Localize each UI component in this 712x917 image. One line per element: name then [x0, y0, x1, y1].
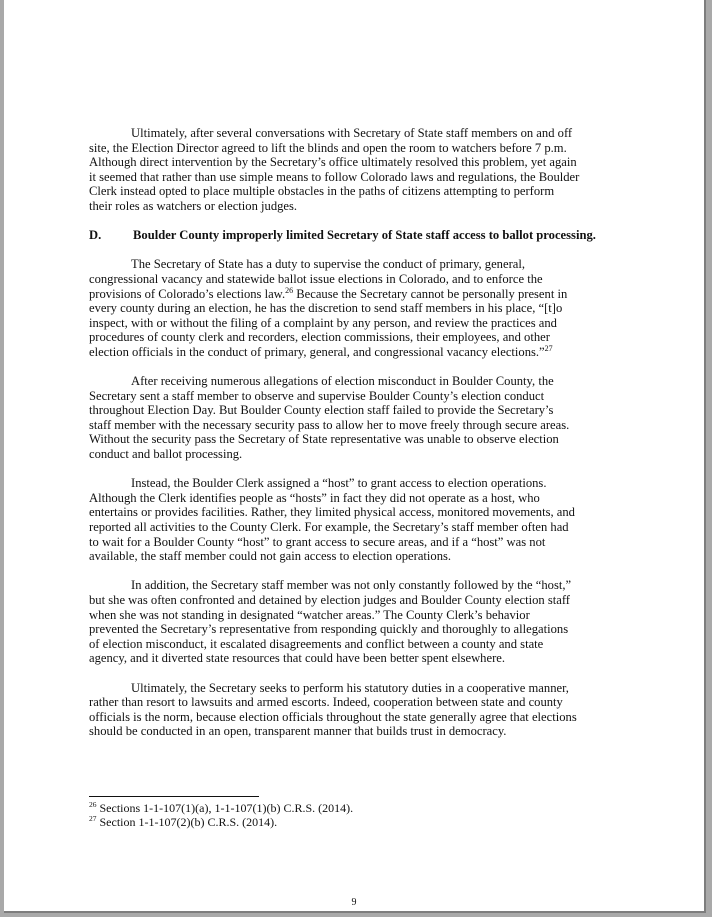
body-text [89, 126, 626, 754]
text-line: rather than resort to lawsuits and armed escorts. Indeed, cooperation between state and county [89, 695, 563, 710]
paragraph-detained [89, 578, 626, 666]
text-line: Clerk instead opted to place multiple obstacles in the paths of citizens attempting to perform [89, 184, 555, 199]
text-line: their roles as watchers or election judges. [89, 198, 298, 213]
paragraph-host [89, 476, 626, 564]
text-line: Without the security pass the Secretary of State representative was unable to observe election [89, 432, 559, 447]
text-line: prevented the Secretary’s representative from responding quickly and thoroughly to allegations [89, 622, 569, 637]
footnote-divider [89, 796, 259, 797]
footnote-text: Sections 1-1-107(1)(a), 1-1-107(1)(b) C.R.S. (2014). [96, 801, 354, 815]
text-line: After receiving numerous allegations of election misconduct in Boulder County, the [131, 374, 554, 389]
text-line: but she was often confronted and detained by election judges and Boulder County election staff [89, 593, 570, 607]
text-line: of election misconduct, it escalated disagreements and conflict between a county and state [89, 636, 544, 651]
document-page [4, 0, 706, 913]
page-number: 9 [351, 897, 357, 908]
text-line: procedures of county clerk and recorders, election commissions, their employees, and other [89, 330, 550, 345]
text-line [89, 287, 626, 302]
text-line: Secretary sent a staff member to observe and supervise Boulder County’s election conduct [89, 388, 545, 403]
section-title: Boulder County improperly limited Secretary of State staff access to ballot processing. [133, 228, 596, 243]
text-line: staff member with the necessary security pass to allow her to move freely through secure areas. [89, 417, 570, 432]
text-line: Ultimately, after several conversations with Secretary of State staff members on and off [131, 126, 573, 140]
paragraph-security-pass [89, 374, 626, 462]
text-line: Although direct intervention by the Secretary’s office ultimately resolved this problem, yet again [89, 155, 577, 170]
text-fragment: Because the Secretary cannot be personally present in [293, 286, 568, 301]
text-line: inspect, with or without the filing of a complaint by any person, and review the practices and [89, 315, 557, 330]
text-line: entertains or provides facilities. Rather, they limited physical access, monitored movements, and [89, 505, 575, 520]
text-line: conduct and ballot processing. [89, 447, 243, 462]
footnote-number: 26 [89, 800, 97, 809]
text-line: Although the Clerk identifies people as “hosts” in fact they did not operate as a host, who [89, 490, 540, 505]
text-line: available, the staff member could not gain access to election operations. [89, 549, 452, 564]
text-line: when she was not standing in designated “watcher areas.” The County Clerk’s behavior [89, 607, 530, 622]
footnote-26 [89, 801, 626, 815]
footnote-ref-27[interactable]: 27 [544, 343, 553, 353]
footnote-ref-26[interactable]: 26 [285, 285, 294, 295]
section-heading-d [89, 228, 626, 243]
text-line: Instead, the Boulder Clerk assigned a “host” to grant access to election operations. [131, 476, 547, 491]
paragraph-cooperation [89, 681, 626, 739]
text-line: officials is the norm, because election officials throughout the state generally agree that elections [89, 709, 577, 724]
text-line: congressional vacancy and statewide ballot issue elections in Colorado, and to enforce the [89, 271, 543, 286]
paragraph-watchers-blinds [89, 126, 626, 214]
text-line: agency, and it diverted state resources that could have been better spent elsewhere. [89, 651, 505, 666]
text-line: it seemed that rather than use simple means to follow Colorado laws and regulations, the Boulder [89, 169, 580, 184]
paragraph-secretary-duty [89, 257, 626, 359]
footnote-text: Section 1-1-107(2)(b) C.R.S. (2014). [96, 815, 278, 830]
text-line: In addition, the Secretary staff member was not only constantly followed by the “host,” [131, 578, 572, 593]
text-line: site, the Election Director agreed to lift the blinds and open the room to watchers before 7 p.m. [89, 140, 567, 155]
footnote-27 [89, 815, 626, 829]
text-fragment: election officials in the conduct of primary, general, and congressional vacancy elections.” [89, 344, 545, 359]
text-line: should be conducted in an open, transparent manner that builds trust in democracy. [89, 724, 507, 739]
section-letter: D. [89, 228, 102, 243]
text-fragment: provisions of Colorado’s elections law. [89, 286, 286, 301]
text-line: reported all activities to the County Clerk. For example, the Secretary’s staff member often had [89, 520, 569, 535]
footnotes [89, 801, 626, 830]
footnote-number: 27 [89, 814, 97, 824]
text-line [89, 345, 626, 360]
text-line: Ultimately, the Secretary seeks to perform his statutory duties in a cooperative manner, [131, 680, 569, 695]
text-line: The Secretary of State has a duty to supervise the conduct of primary, general, [131, 257, 525, 272]
text-line: every county during an election, he has the discretion to send staff members in his place, “[t]o [89, 301, 563, 316]
text-line: to wait for a Boulder County “host” to grant access to secure areas, and if a “host” was not [89, 534, 546, 549]
text-line: throughout Election Day. But Boulder County election staff failed to provide the Secretary’s [89, 403, 554, 418]
